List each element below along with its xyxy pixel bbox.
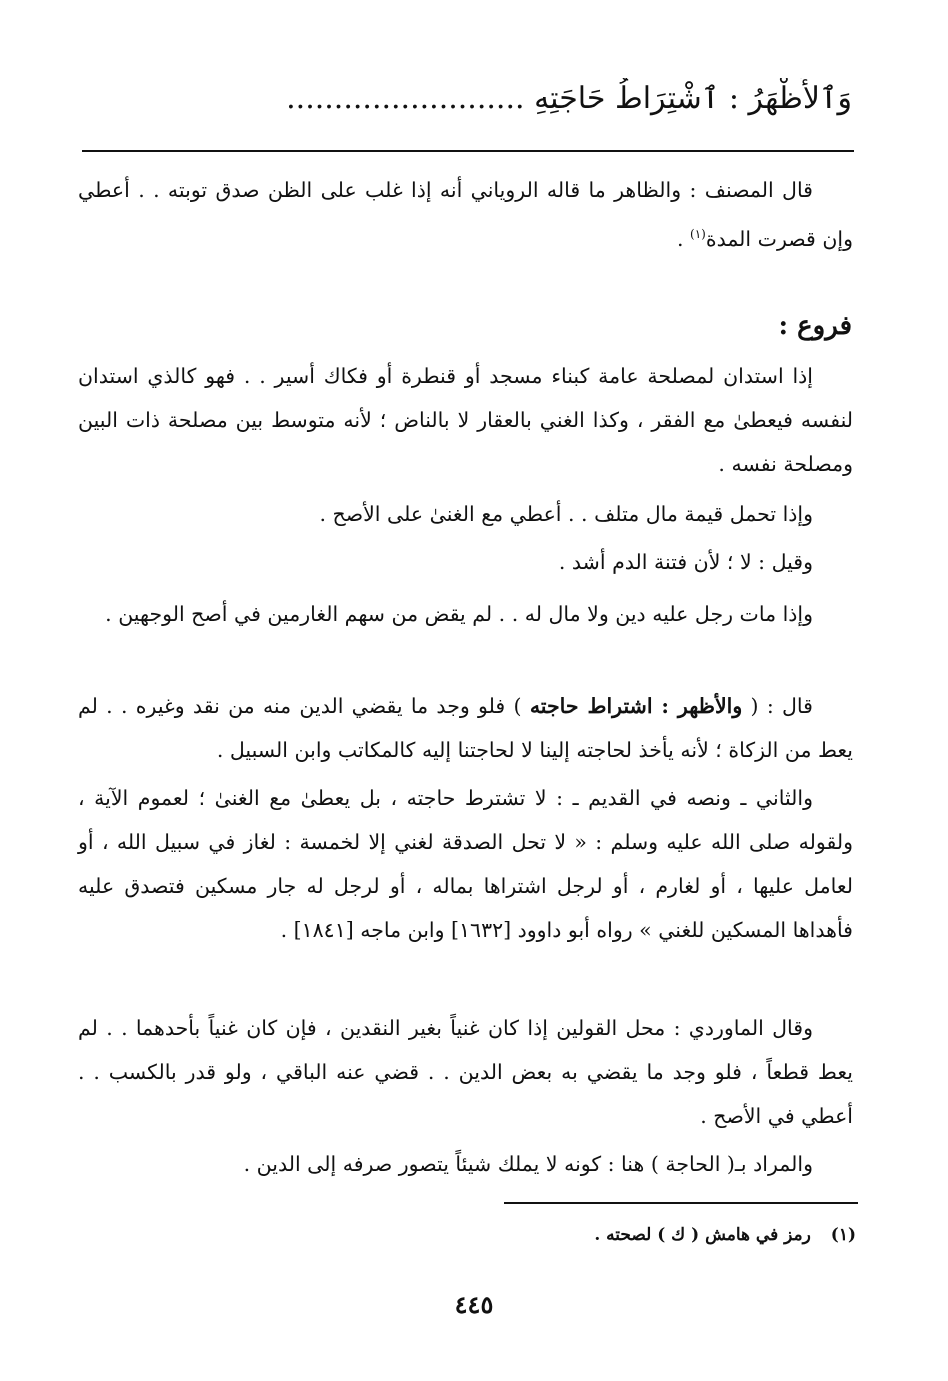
footnote-text: رمز في هامش ( ك ) لصحته . [594, 1225, 811, 1245]
footnote-rule [504, 1202, 858, 1204]
intro-line-2: أعطي وإن قصرت المدة [78, 178, 853, 251]
section-heading: فروع : [778, 311, 852, 341]
paragraph-5-prefix: قال : ( [742, 694, 813, 718]
paragraph-5-quote: والأظهر : اشتراط حاجته [529, 694, 743, 718]
paragraph-1: إذا استدان لمصلحة عامة كبناء مسجد أو قنطرة أو فكاك أسير . . فهو كالذي استدان لنفسه فيعطىٰ مع الفقر ، وكذا الغني بالعقار لا بالناض ؛ لأنه متوسط بين مصلحة ذات البين ومصلحة نفسه . [78, 364, 853, 476]
header-rule [82, 150, 854, 152]
paragraph-3: وقيل : لا ؛ لأن فتنة الدم أشد . [558, 550, 813, 574]
paragraph-7: وقال الماوردي : محل القولين إذا كان غنياً بغير النقدين ، فإن كان غنياً بأحدهما . . لم يعط قطعاً ، فلو وجد ما يقضي به بعض الدين . . قضي عنه الباقي ، ولو قدر بالكسب . . أعطي في الأصح . [78, 1016, 853, 1128]
header-title: وَٱلأَظْهَرُ : ٱشْتِرَاطُ حَاجَتِهِ [534, 81, 852, 116]
footnote [156, 1220, 856, 1250]
header-dots: ......................... [286, 81, 525, 116]
footnote-marker: (١) [690, 227, 706, 241]
paragraph-8: والمراد بـ( الحاجة ) هنا : كونه لا يملك شيئاً يتصور صرفه إلى الدين . [243, 1152, 813, 1176]
paragraph-4: وإذا مات رجل عليه دين ولا مال له . . لم يقض من سهم الغارمين في أصح الوجهين . [105, 602, 813, 626]
paragraph-5-rest: ) فلو وجد ما يقضي الدين منه من نقد وغيره . . لم يعط من الزكاة ؛ لأنه يأخذ لحاجته إلينا لا لحاجتنا إليه كالمكاتب وابن السبيل . [78, 694, 853, 762]
running-header [82, 78, 852, 120]
footnote-number: (١) [830, 1225, 856, 1245]
paragraph-5 [78, 684, 853, 772]
intro-line-1: قال المصنف : والظاهر ما قاله الروياني أنه إذا غلب على الظن صدق توبته . . [138, 178, 813, 202]
page-number: ٤٤٥ [454, 1290, 494, 1319]
paragraph-2: وإذا تحمل قيمة مال متلف . . أعطي مع الغنىٰ على الأصح . [319, 502, 813, 526]
paragraph-6: والثاني ـ ونصه في القديم ـ : لا تشترط حاجته ، بل يعطىٰ مع الغنىٰ ؛ لعموم الآية ، ولقوله صلى الله عليه وسلم : « لا تحل الصدقة لغني إلا لخمسة : لغاز في سبيل الله ، أو لعامل عليها ، أو لغارم ، أو لرجل اشتراها بماله ، أو لرجل له جار مسكين فتصدق عليه فأهداها المسكين للغني » رواه أبو داوود [١٦٣٢] وابن ماجه [١٨٤١] . [78, 786, 853, 942]
intro-line-2-end: . [676, 226, 690, 251]
intro-paragraph [78, 168, 853, 261]
